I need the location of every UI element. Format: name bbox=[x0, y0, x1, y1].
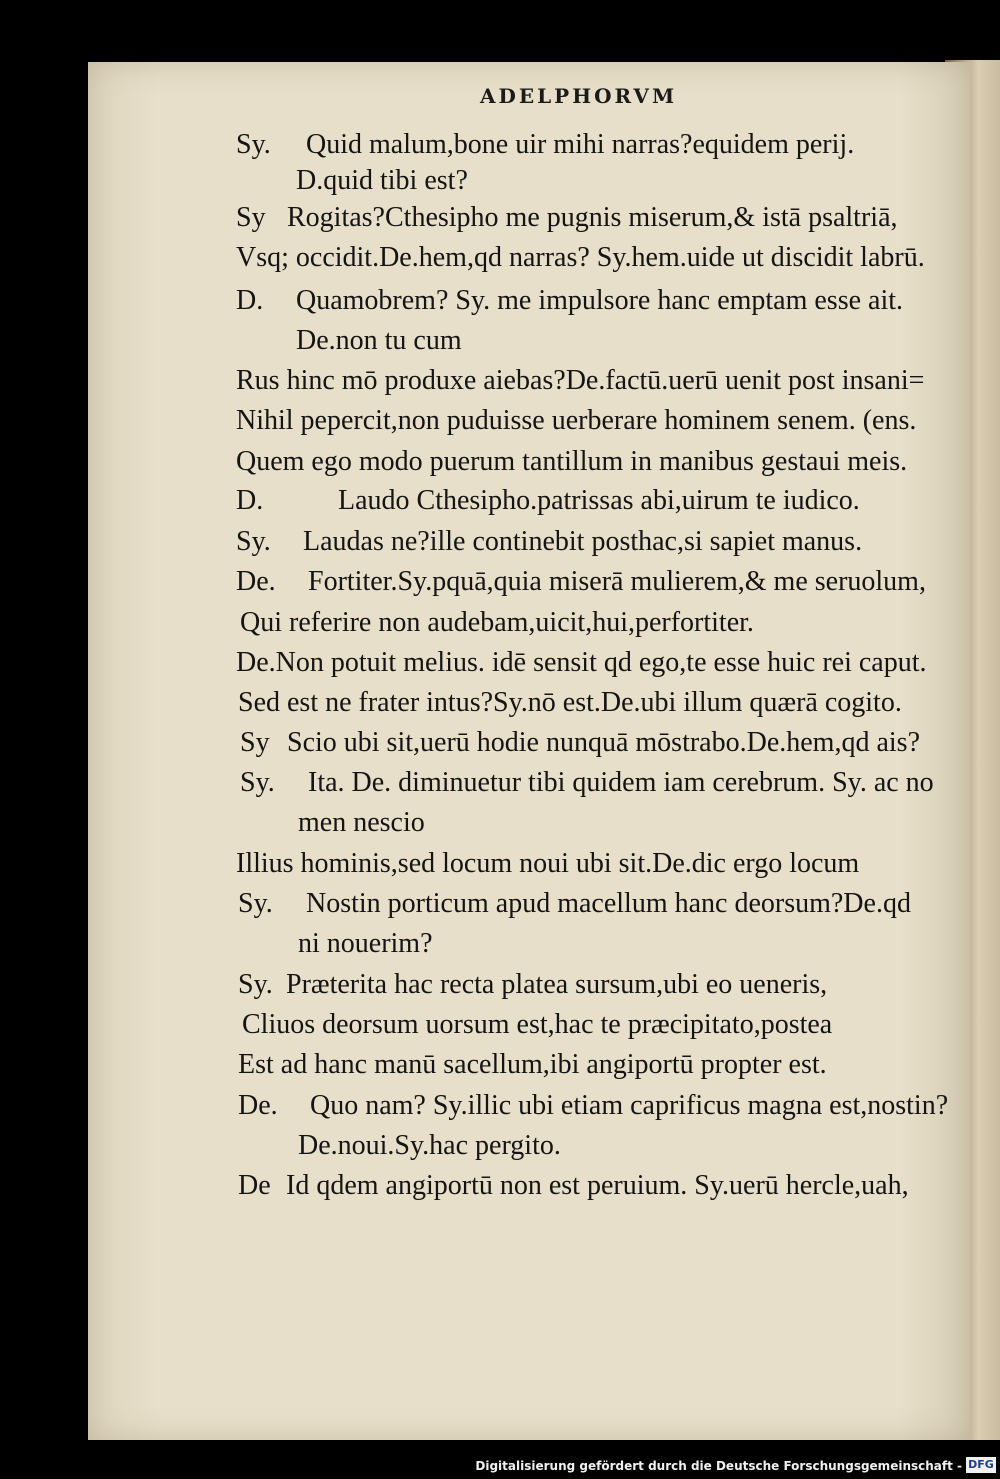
verse-line: Rogitas?Cthesipho me pugnis miserum,& istā psaltriā, bbox=[287, 202, 898, 233]
verse-line: Laudo Cthesipho.patrissas abi,uirum te iudico. bbox=[338, 485, 860, 516]
verse-line: Quid malum,bone uir mihi narras?equidem perij. bbox=[306, 129, 855, 160]
verse-line: Ita. De. diminuetur tibi quidem iam cerebrum. Sy. ac no bbox=[308, 767, 934, 798]
speaker-label: De bbox=[238, 1170, 271, 1201]
speaker-label: Sy. bbox=[238, 888, 273, 919]
speaker-label: D. bbox=[236, 285, 264, 316]
verse-line: Quem ego modo puerum tantillum in manibus gestaui meis. bbox=[236, 446, 908, 477]
speaker-label: D. bbox=[236, 485, 264, 516]
verse-line: Fortiter.Sy.pquā,quia miserā mulierem,& me seruolum, bbox=[308, 566, 926, 597]
running-head: ADELPHORVM bbox=[480, 84, 678, 108]
verse-line: De.Non potuit melius. idē sensit qd ego,te esse huic rei caput. bbox=[236, 647, 927, 678]
verse-line: men nescio bbox=[298, 807, 425, 838]
footer-bar bbox=[0, 1452, 1000, 1479]
speaker-label: Sy. bbox=[236, 526, 271, 557]
verse-line: Nostin porticum apud macellum hanc deorsum?De.qd bbox=[306, 888, 911, 919]
verse-line: Id qdem angiportū non est peruium. Sy.uerū hercle,uah, bbox=[286, 1170, 909, 1201]
speaker-label: Sy bbox=[240, 727, 270, 758]
verse-line: Scio ubi sit,uerū hodie nunquā mōstrabo.De.hem,qd ais? bbox=[287, 727, 920, 758]
verse-line: D.quid tibi est? bbox=[296, 165, 468, 196]
verse-line: Præterita hac recta platea sursum,ubi eo ueneris, bbox=[286, 969, 828, 1000]
verse-line: De.noui.Sy.hac pergito. bbox=[298, 1130, 561, 1161]
verse-line: Quamobrem? Sy. me impulsore hanc emptam esse ait. bbox=[296, 285, 904, 316]
verse-line: Nihil pepercit,non puduisse uerberare hominem senem. (ens. bbox=[236, 405, 917, 436]
dfg-logo-icon: DFG bbox=[966, 1457, 996, 1473]
verse-line: ni nouerim? bbox=[298, 928, 433, 959]
verse-line: Sed est ne frater intus?Sy.nō est.De.ubi illum quærā cogito. bbox=[238, 687, 902, 718]
verse-line: Cliuos deorsum uorsum est,hac te præcipitato,postea bbox=[242, 1009, 833, 1040]
speaker-label: Sy. bbox=[240, 767, 275, 798]
footer-credit: Digitalisierung gefördert durch die Deutsche Forschungsgemeinschaft - bbox=[475, 1459, 962, 1473]
verse-line: Laudas ne?ille continebit posthac,si sapiet manus. bbox=[303, 526, 863, 557]
speaker-label: De. bbox=[238, 1090, 278, 1121]
verse-line: Illius hominis,sed locum noui ubi sit.De.dic ergo locum bbox=[236, 848, 860, 879]
verse-line: Rus hinc mō produxe aiebas?De.factū.uerū uenit post insani= bbox=[236, 365, 925, 396]
verse-line: Vsq; occidit.De.hem,qd narras? Sy.hem.uide ut discidit labrū. bbox=[236, 242, 925, 273]
speaker-label: Sy. bbox=[236, 129, 271, 160]
verse-line: Est ad hanc manū sacellum,ibi angiportū propter est. bbox=[238, 1049, 827, 1080]
speaker-label: De. bbox=[236, 566, 276, 597]
verse-line: Qui referire non audebam,uicit,hui,perfortiter. bbox=[240, 607, 754, 638]
verse-line: De.non tu cum bbox=[296, 325, 462, 356]
speaker-label: Sy bbox=[236, 202, 266, 233]
verse-line: Quo nam? Sy.illic ubi etiam caprificus magna est,nostin? bbox=[310, 1090, 949, 1121]
speaker-label: Sy. bbox=[238, 969, 273, 1000]
